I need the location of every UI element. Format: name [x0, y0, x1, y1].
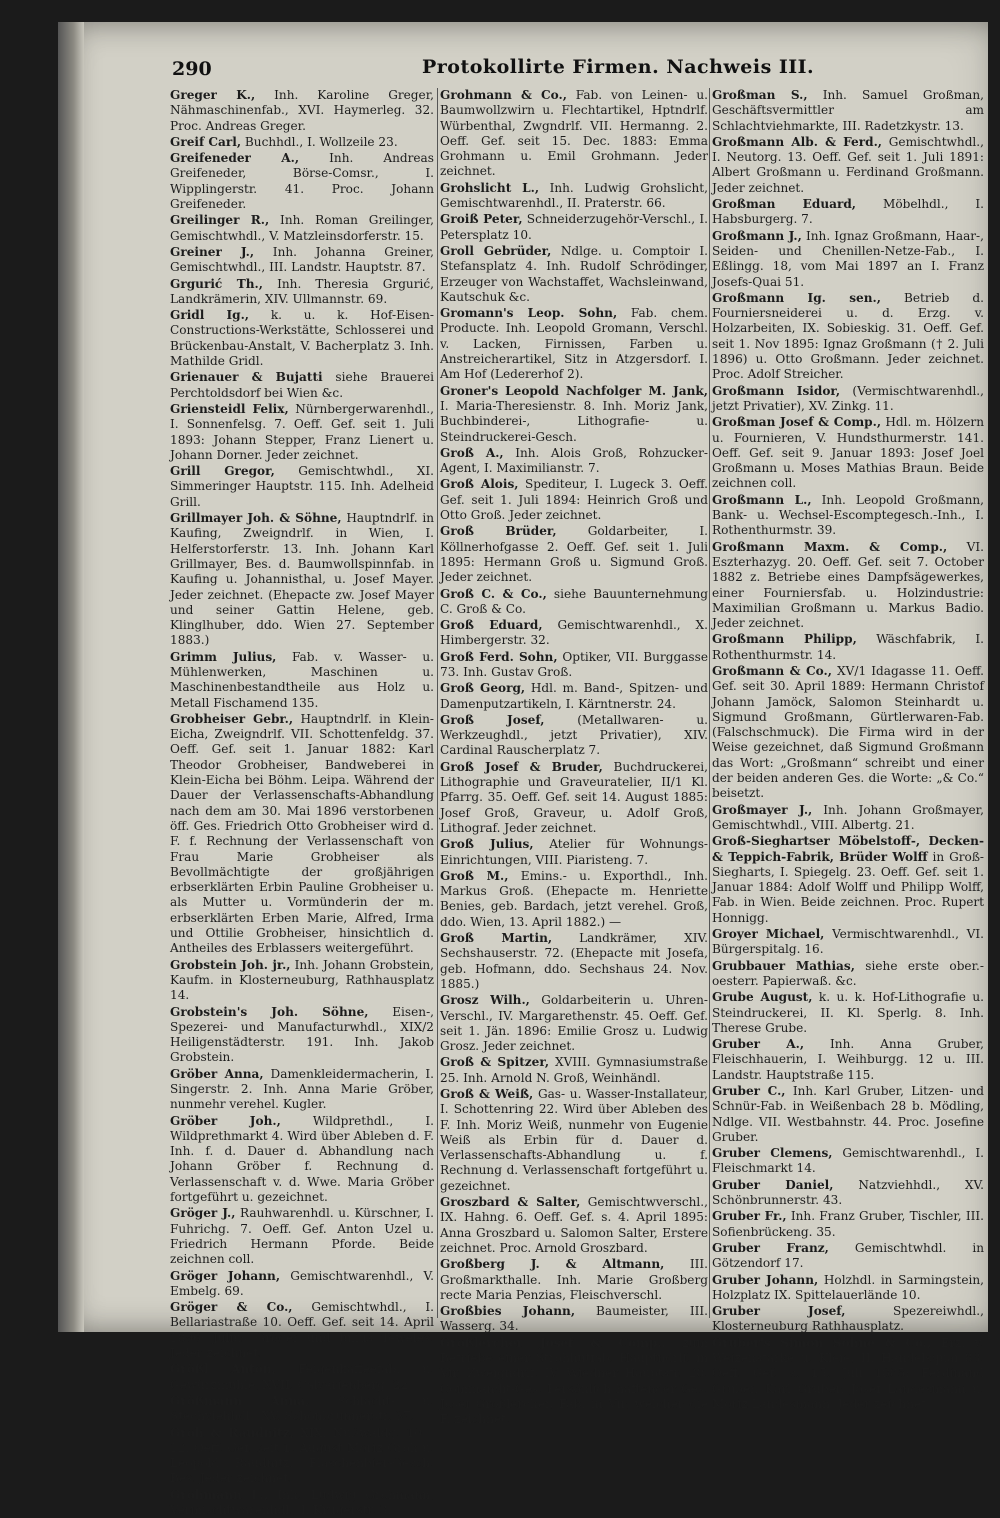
firm-details: Gemischtwhdl., I. Bellariastraße 10. Oeff. Gef. seit 14. April 1896: Julius Gröger und Julius Teweles. Jeder zeichnet. — [170, 1300, 434, 1361]
firm-name: Grobstein's Joh. Söhne, — [170, 1004, 369, 1019]
firm-name: Gröger & Co., — [170, 1300, 293, 1315]
directory-entry — [440, 650, 708, 681]
firm-name: Griensteidl Felix, — [170, 401, 289, 416]
firm-name: Grienauer & Bujatti — [170, 370, 323, 385]
firm-name: Groß M., — [440, 868, 509, 883]
directory-entry — [170, 402, 434, 463]
directory-entry — [440, 1195, 708, 1256]
directory-entry — [440, 618, 708, 649]
firm-details: Inh. Ludwig Grohslicht, Gemischtwarenhdl., II. Praterstr. 66. — [440, 180, 708, 211]
directory-entry — [440, 931, 708, 992]
firm-details: Inh. Johann Grobstein, Kaufm. in Klosterneuburg, Rathhausplatz 14. — [170, 957, 434, 1003]
directory-entry — [440, 869, 708, 930]
directory-entry — [440, 212, 708, 243]
firm-details: Vermischtwarenhdl., VI. Bürgerspitalg. 16. — [712, 927, 984, 957]
firm-details: Eisen-, Spezerei- und Manufacturwhdl., XIX/2 Heiligenstädterstr. 191. Inh. Jakob Grobstein. — [170, 1004, 434, 1065]
firm-name: Gromann's Leop. Sohn, — [440, 306, 618, 321]
firm-details: Inh. Franz Gruber, Tischler, III. Sofienbrückeng. 35. — [712, 1209, 984, 1239]
firm-details: Gemischtwarenhdl., X. Himbergerstr. 32. — [440, 618, 708, 648]
firm-name: Groszbard & Salter, — [440, 1195, 581, 1210]
directory-entry — [440, 1055, 708, 1086]
directory-entry — [712, 664, 984, 802]
directory-entry — [440, 524, 708, 585]
firm-details: Baumeister, III. Wasserg. 34. — [440, 1304, 708, 1334]
firm-details: k. u. k. Hof-Eisen-Constructions-Werkstätte, Schlosserei und Brückenbau-Anstalt, V. Bacherplatz 3. Inh. Mathilde Gridl. — [170, 308, 435, 369]
firm-details: Atelier für Wohnungs-Einrichtungen, VIII. Piaristeng. 7. — [440, 837, 708, 867]
directory-entry — [440, 713, 708, 759]
firm-details: Emins.- u. Exporthdl., Inh. Markus Groß. (Ehepacte m. Henriette Benies, geb. Bardach, jetzt verehel. Groß, ddo. Wien, 13. April 1882.) — — [440, 868, 708, 929]
firm-details: Gemischtwhdl. in Götzendorf 17. — [712, 1240, 984, 1271]
firm-details: Feigenkaffeefab. u. Gewürzmühle, XVII. Calvarienberg. 22. — [170, 1362, 435, 1392]
directory-entry — [440, 181, 708, 212]
firm-name: Groyer Michael, — [712, 927, 825, 942]
directory-entry — [440, 1304, 708, 1335]
directory-entry — [170, 1206, 434, 1267]
directory-entry — [440, 993, 708, 1054]
firm-name: Groß A., — [440, 445, 504, 460]
firm-name: Großmann Maxm. & Comp., — [712, 539, 948, 554]
firm-details: Inh. Leopold Großmann, Bank- u. Wechsel-Escomptegesch.-Inh., I. Rothenthurmstr. 39. — [712, 492, 984, 538]
firm-name: Großman S., — [712, 88, 808, 102]
firm-name: Grimm Julius, — [170, 649, 277, 664]
directory-entry — [440, 244, 708, 305]
firm-details: Hdl. m. Hölzern u. Fournieren, V. Hundsthurmerstr. 141. Oeff. Gef. seit 9. Januar 1893: Josef Joel Großmann u. Moses Mathias Braun. Beide zeichnen coll. — [712, 415, 984, 491]
firm-details: Inh. Roman Greilinger, Gemischtwhdl., V. Matzleinsdorferstr. 15. — [170, 213, 434, 243]
directory-entry — [712, 1304, 984, 1335]
firm-details: Inh. Ludwig Grohmann, Vermischtwarenhdl., I. Krugerstr. 3. — [170, 1487, 434, 1518]
firm-name: Größmann Anna, — [170, 1393, 310, 1408]
firm-details: Nürnbergerwarenhdl., I. Sonnenfelsg. 7. Oeff. Gef. seit 1. Juli 1893: Johann Stepper, Franz Lienert u. Johann Dorner. Jeder zeichnet. — [170, 401, 434, 462]
firm-name: Gruber's Simon Söhne & Co., — [712, 1335, 932, 1350]
firm-details: Fab. chem. Producte. Inh. Leopold Gromann, Verschl. v. Lacken, Firnissen, Farben u. Anstreicherartikel, Sitz in Atzgersdorf. I. Am Hof (Ledererhof 2). — [440, 306, 708, 382]
directory-entry — [712, 229, 984, 290]
firm-details: Gemischtwarenhdl., V. Embelg. 69. — [170, 1268, 434, 1298]
firm-name: Groß Brüder, — [440, 524, 557, 539]
firm-details: Inh. Ignaz Großmann, Haar-, Seiden- und Chenillen-Netze-Fab., I. Eßlingg. 18, vom Mai 1897 an I. Franz Josefs-Quai 51. — [712, 228, 984, 289]
directory-entry — [712, 493, 984, 539]
directory-entry — [170, 135, 434, 150]
firm-details: Damenkleidermacherin, I. Singerstr. 2. Inh. Anna Marie Gröber, nunmehr verehel. Kugler. — [170, 1066, 434, 1112]
column-divider — [437, 88, 438, 1318]
directory-entry — [712, 1336, 984, 1412]
firm-name: Gridl Ig., — [170, 308, 250, 323]
page-number: 290 — [172, 58, 212, 80]
firm-details: Inh. Andreas Greifeneder, Börse-Comsr., I. Wipplingerstr. 41. Proc. Johann Greifeneder. — [170, 151, 434, 212]
firm-name: Grohmann & Co., — [440, 88, 567, 102]
firm-details: Betrieb d. Fourniersneiderei u. d. Erzg. v. Holzarbeiten, IX. Sobieskig. 31. Oeff. Gef. seit 1. Nov 1895: Ignaz Großmann († 2. Juli 1896) u. Otto Großmann. Jeder zeichnet. Proc. Adolf Streicher. — [712, 290, 984, 382]
firm-name: Grosz Wilh., — [440, 993, 530, 1008]
firm-details: Fab. von Leinen- u. Baumwollzwirn u. Flechtartikel, Hptndrlf. Würbenthal, Zwgndrlf. VII. Hermanng. 2. Oeff. Gef. seit 15. Dec. 1883: Emma Grohmann u. Emil Grohmann. Jeder zeichnet. — [440, 88, 708, 179]
firm-name: Gruber C., — [712, 1084, 786, 1098]
firm-name: Grgurić Th., — [170, 276, 263, 291]
firm-details: XV/1 Idagasse 11. Oeff. Gef. seit 30. April 1889: Hermann Christof Johann Jamöck, Salomon Steinhardt u. Sigmund Großmann, Gürtlerwaren-Fab. (Falschschmuck). Die Firma wird in der Weise gezeichnet, daß Sigmund Großmann das Wort: „Großmann“ schreibt und einer der beiden anderen Ges. die Worte: „& Co.“ beisetzt. — [712, 663, 984, 801]
firm-name: Grill Gregor, — [170, 464, 275, 479]
column-divider — [709, 88, 710, 1318]
firm-details: Inh. Johann Großmayer, Gemischtwhdl., VIII. Albertg. 21. — [712, 802, 984, 832]
directory-entry — [170, 712, 434, 957]
firm-name: Greifeneder A., — [170, 151, 300, 166]
firm-name: Groß Eduard, — [440, 618, 543, 633]
firm-details: Ndlge. u. Comptoir I. Stefansplatz 4. Inh. Rudolf Schrödinger, Erzeuger von Wachstaffet, Wachsleinwand, Kautschuk &c. — [440, 243, 708, 304]
directory-entry — [170, 245, 434, 276]
firm-name: Großmann Philipp, — [712, 632, 857, 647]
directory-entry — [170, 1488, 434, 1518]
firm-details: Inh. Karl Gruber, Litzen- und Schnür-Fab. in Weißenbach 28 b. Mödling, Ndlge. VII. Westbahnstr. 44. Proc. Josefine Gruber. — [712, 1084, 984, 1144]
directory-entry — [712, 1209, 984, 1240]
directory-entry — [170, 308, 434, 369]
page-header — [172, 52, 962, 92]
firm-details: Rauhwarenhdl. u. Kürschner, I. Fuhrichg. 7. Oeff. Gef. Anton Uzel u. Friedrich Hermann Pforde. Beide zeichnen coll. — [170, 1206, 434, 1267]
firm-name: Greiner J., — [170, 244, 255, 259]
directory-entry — [170, 213, 434, 244]
firm-details: Inh. Samuel Großman, Geschäftsvermittler am Schlachtviehmarkte, III. Radetzkystr. 13. — [712, 88, 984, 133]
directory-entry — [712, 834, 984, 926]
firm-name: Gröber Anna, — [170, 1066, 264, 1081]
firm-details: XIX. Nußwaldg. 10—12. Oeff. Gef. seit 1. August Moriz Groh u. Leopold Raudnitz, Flaschenbier-Gesch. Bes. Jeder zeichnet. — [170, 1425, 434, 1486]
directory-entry — [440, 306, 708, 382]
directory-entry — [712, 540, 984, 632]
firm-name: Groh & Raudnitz, — [170, 1425, 294, 1440]
directory-entry — [170, 958, 434, 1004]
firm-details: Inh. Anna Gruber, Fleischhauerin, I. Weihburgg. 12 u. III. Landstr. Hauptstraße 115. — [712, 1037, 984, 1082]
firm-name: Gruber Josef, — [712, 1304, 846, 1319]
firm-details: Fab. v. Wasser- u. Mühlenwerken, Maschinen u. Maschinenbestandtheile aus Holz u. Metall Fischamend 135. — [170, 649, 434, 710]
firm-details: Holzhdl. in Sarmingstein, Holzplatz IX. Spittelauerlände 10. — [712, 1272, 984, 1302]
column-2 — [440, 88, 709, 1427]
directory-entry — [170, 1005, 434, 1066]
page-binding-shadow — [58, 22, 84, 1332]
firm-name: Grubbauer Mathias, — [712, 958, 855, 973]
firm-details: Wildprethdl., I. Wildprethmarkt 4. Wird über Ableben d. F. Inh. f. d. Dauer d. Abhandlung nach Johann Gröber f. Rechnung d. Verlassenschaft v. d. Wwe. Maria Gröber fortgeführt u. gezeichnet. — [170, 1113, 434, 1205]
directory-entry — [712, 197, 984, 228]
firm-name: Greger K., — [170, 88, 256, 102]
directory-entry — [170, 464, 434, 510]
firm-details: Buchhdl., I. Wollzeile 23. — [244, 134, 398, 149]
directory-entry — [440, 587, 708, 618]
firm-details: Inh. Alois Groß, Rohzucker-Agent, I. Maximilianstr. 7. — [440, 445, 708, 476]
directory-entry — [170, 1269, 434, 1300]
firm-details: XVIII. Gymnasiumstraße 25. Inh. Arnold N. Groß, Weinhändl. — [440, 1055, 708, 1085]
firm-name: Gruber Johann, — [712, 1272, 819, 1287]
firm-details: Gemischtwverschl., IX. Hahng. 6. Oeff. Gef. s. 4. April 1895: Anna Groszbard u. Salomon Salter, Erstere zeichnet. Proc. Arnold Groszbard. — [440, 1195, 708, 1255]
firm-details: Goldarbeiterin u. Uhren-Verschl., IV. Margarethenstr. 45. Oeff. Gef. seit 1. Jän. 1896: Emilie Grosz u. Ludwig Grosz. Jeder zeichnet. — [440, 993, 708, 1054]
directory-entry — [712, 990, 984, 1036]
directory-entry — [440, 681, 708, 712]
firm-details: Erz. v. Weizenstärke u. Kleie, II. Handelsquai 88. Oeff. Gef. s. 15. Juli 1885: Ferdinand Gruber, Karl Gruber, Josef Landesmann u. Moriz Landesmann. Jeder zeichnet. — [712, 1335, 984, 1411]
firm-name: Groß & Weiß, — [440, 1087, 534, 1101]
directory-entry — [170, 1394, 434, 1425]
directory-entry — [712, 88, 984, 134]
firm-name: Großbies Johann, — [440, 1304, 576, 1319]
firm-details: Inh. Johanna Greiner, Gemischtwhdl., III. Landstr. Hauptstr. 87. — [170, 244, 434, 275]
firm-name: Groß Ferd. Sohn, — [440, 649, 558, 664]
firm-details: Wäschfabrik, I. Rothenthurmstr. 14. — [712, 632, 984, 662]
firm-name: Gruber Fr., — [712, 1209, 787, 1224]
firm-details: Schneiderzugehör-Verschl., I. Petersplatz 10. — [440, 212, 708, 242]
firm-details: siehe erste ober.-oesterr. Papierwaß. &c. — [712, 958, 984, 988]
firm-details: Natzviehhdl., XV. Schönbrunnerstr. 43. — [712, 1177, 984, 1208]
directory-entry — [712, 632, 984, 663]
firm-name: Groll Gebrüder, — [440, 243, 552, 258]
firm-name: Gruber Daniel, — [712, 1177, 834, 1192]
firm-name: Gröber Joh., — [170, 1113, 281, 1128]
firm-name: Grillmayer Joh. & Söhne, — [170, 511, 342, 526]
firm-name: Groß-Sieghartser Möbelstoff-, Decken- & Teppich-Fabrik, Brüder Wolff — [712, 834, 984, 864]
directory-entry — [440, 477, 708, 523]
firm-details: Hdl. m. Band-, Spitzen- und Damenputzartikeln, I. Kärntnerstr. 24. — [440, 681, 708, 711]
directory-entry — [712, 959, 984, 990]
firm-name: Gruber Clemens, — [712, 1146, 833, 1161]
directory-entry — [440, 837, 708, 868]
firm-details: (Metallwaren- u. Werkzeughdl., jetzt Privatier), XIV. Cardinal Rauscherplatz 7. — [440, 712, 708, 758]
firm-details: in Groß-Siegharts, I. Spiegelg. 23. Oeff. Gef. seit 1. Januar 1884: Adolf Wolff und Philipp Wolff, Fab. in Wien. Beide zeichnen. Proc. Rupert Honnigg. — [712, 849, 984, 925]
firm-name: Gröger Johann, — [170, 1268, 281, 1283]
directory-entry — [712, 415, 984, 491]
firm-details: Goldarbeiter, I. Köllnerhofgasse 2. Oeff. Gef. seit 1. Juli 1895: Hermann Groß u. Sigmund Groß. Jeder zeichnet. — [440, 524, 708, 585]
directory-entry — [712, 291, 984, 383]
firm-details: Spezereiwhdl., Klosterneuburg Rathhausplatz. — [712, 1304, 984, 1334]
firm-name: Groß Georg, — [440, 681, 526, 696]
firm-details: Hauptndrlf. in Klein-Eicha, Zweigndrlf. VII. Schottenfeldg. 37. Oeff. Gef. seit 1. Januar 1882: Karl Theodor Grobheiser, Bandweberei in Klein-Eicha bei Böhm. Leipa. Während der Dauer der Verlassenschafts-Abhandlung nach dem am 30. Mai 1896 verstorbenen öff. Ges. Friedrich Otto Grobheiser wird d. F. f. Rechnung der Verlassenschaft von Frau Marie Grobheiser als Bevollmächtigte der großjährigen erbserklärten Erbin Pauline Grobheiser u. als Mutter u. Vormünderin der m. erbserklärten Erben Marie, Alfred, Irma und Ottilie Grobheiser, hinsichtlich d. Antheiles des Erblassers weitergeführt. — [170, 711, 434, 956]
directory-entry — [170, 650, 434, 711]
directory-entry — [712, 927, 984, 958]
firm-name: Groß Josef, — [440, 712, 545, 727]
directory-entry — [170, 151, 434, 212]
firm-name: Grohslicht L., — [440, 180, 540, 195]
firm-details: zum Betriebe einer Strohhutfab. Hauptndrlf. in Vir, Zweigndrlf. IV. Wiedner Hauptstr. 20. Commandit-Ges. Persönlich haftender Ges. Josef Großlercher, Fab. in Vir, welcher die F. zeichnet. — [440, 1335, 708, 1427]
firm-details: siehe Brauerei Perchtoldsdorf bei Wien &c. — [170, 370, 434, 400]
firm-details: Gemischtwarenhdl., I. Fleischmarkt 14. — [712, 1146, 984, 1176]
firm-details: I. Maria-Theresienstr. 8. Inh. Moriz Jank, Buchbinderei-, Lithografie- u. Steindruckerei-Gesch. — [440, 398, 708, 444]
directory-entry — [170, 1067, 434, 1113]
firm-name: Greif Carl, — [170, 134, 242, 149]
firm-name: Grobheiser Gebr., — [170, 711, 294, 726]
firm-name: Großlercher Josef & Comp., — [440, 1335, 666, 1350]
directory-entry — [712, 1037, 984, 1083]
firm-details: (Vermischtwarenhdl., jetzt Privatier), XV. Zinkg. 11. — [712, 383, 984, 413]
firm-name: Groiß Peter, — [440, 212, 523, 227]
directory-entry — [440, 1257, 708, 1303]
firm-name: Grobstein Joh. jr., — [170, 957, 291, 972]
firm-details: Inh. Theresia Grgurić, Landkrämerin, XIV. Ullmannstr. 69. — [170, 276, 434, 306]
directory-entry — [712, 1084, 984, 1145]
directory-entry — [170, 511, 434, 649]
firm-details: siehe Bauunternehmung C. Groß & Co. — [440, 586, 708, 616]
firm-name: Groner's Leopold Nachfolger M. Jank, — [440, 383, 708, 398]
directory-entry — [712, 1178, 984, 1209]
firm-name: Grube August, — [712, 990, 813, 1005]
directory-entry — [440, 760, 708, 836]
firm-name: Großmann & Co., — [712, 663, 832, 678]
firm-name: Groß & Spitzer, — [440, 1055, 550, 1070]
firm-details: Buchdruckerei, Lithographie und Graveuratelier, II/1 Kl. Pfarrg. 35. Oeff. Gef. seit 14. August 1885: Josef Groß, Graveur, u. Adolf Groß, Lithograf. Jeder zeichnet. — [440, 759, 708, 835]
firm-name: Gröger J., — [170, 1206, 236, 1221]
firm-details: Gas- u. Wasser-Installateur, I. Schottenring 22. Wird über Ableben des F. Inh. Moriz Weiß, nunmehr von Eugenie Weiß als Erbin für d. Dauer d. Verlassenschafts-Abhandlung u. f. Rechnung d. Verlassenschaft fortgeführt u. gezeichnet. — [440, 1087, 709, 1193]
firm-name: Groß C. & Co., — [440, 586, 547, 601]
directory-entry — [170, 277, 434, 308]
directory-entry — [170, 1114, 434, 1206]
directory-entry — [712, 1241, 984, 1272]
firm-details: VI. Eszterhazyg. 20. Oeff. Gef. seit 7. October 1882 z. Betriebe eines Dampfsägewerkes, einer Fourniersfab. u. Holzindustrie: Maximilian Großmann u. Markus Badio. Jeder zeichnet. — [712, 539, 984, 631]
firm-name: Großmann Ig. sen., — [712, 290, 881, 305]
directory-entry — [440, 88, 708, 180]
firm-name: Großman Josef & Comp., — [712, 415, 882, 430]
firm-details: Schlacht- u. Stechviehhdl., XV. Schönbrunnerstr. 37. — [170, 1393, 434, 1424]
directory-entry — [712, 384, 984, 415]
directory-entry — [170, 88, 434, 134]
firm-details: Optiker, VII. Burggasse 73. Inh. Gustav Groß. — [440, 649, 708, 679]
column-1 — [170, 88, 435, 1518]
running-title: Protokollirte Firmen. Nachweis III. — [422, 56, 815, 78]
firm-name: Grohmann L., — [170, 1487, 269, 1502]
directory-entry — [170, 370, 434, 401]
directory-entry — [712, 135, 984, 196]
firm-name: Gruber Franz, — [712, 1240, 829, 1255]
directory-entry — [440, 1336, 708, 1428]
column-3 — [712, 88, 984, 1411]
firm-details: Landkrämer, XIV. Sechshauserstr. 72. (Ehepacte mit Josefa, geb. Hofmann, ddo. Sechshaus 24. Nov. 1885.) — [440, 931, 708, 991]
directory-entry — [440, 384, 708, 445]
firm-details: Möbelhdl., I. Habsburgerg. 7. — [712, 197, 984, 227]
firm-name: Greilinger R., — [170, 213, 270, 228]
firm-name: Groß Julius, — [440, 837, 534, 852]
directory-entry — [170, 1300, 434, 1361]
directory-entry — [440, 446, 708, 477]
firm-details: III. Großmarkthalle. Inh. Marie Großberg recte Maria Penzias, Fleischverschl. — [440, 1257, 708, 1302]
firm-name: Großmann Isidor, — [712, 383, 841, 398]
directory-entry — [712, 1146, 984, 1177]
firm-name: Gruber A., — [712, 1037, 805, 1052]
directory-entry — [712, 803, 984, 834]
firm-name: Groß Josef & Bruder, — [440, 759, 603, 774]
firm-name: Großman Eduard, — [712, 197, 857, 212]
firm-details: k. u. k. Hof-Lithografie u. Steindruckerei, II. Kl. Sperlg. 8. Inh. Therese Grube. — [712, 990, 984, 1035]
firm-name: Großmann Alb. & Ferd., — [712, 134, 882, 149]
firm-name: Groß Martin, — [440, 931, 553, 946]
directory-entry — [170, 1426, 434, 1487]
firm-name: Großberg J. & Altmann, — [440, 1257, 665, 1272]
firm-name: Großmann J., — [712, 228, 802, 243]
firm-name: Großmann L., — [712, 492, 812, 507]
firm-details: Inh. Karoline Greger, Nähmaschinenfab., XVI. Haymerleg. 32. Proc. Andreas Greger. — [170, 88, 434, 133]
firm-details: Gemischtwhdl., XI. Simmeringer Hauptstr. 115. Inh. Adelheid Grill. — [170, 464, 434, 509]
directory-entry — [712, 1273, 984, 1304]
directory-entry — [170, 1362, 434, 1393]
directory-entry — [440, 1087, 708, 1194]
firm-details: Spediteur, I. Lugeck 3. Oeff. Gef. seit 1. Juli 1894: Heinrich Groß und Otto Groß. Jeder zeichnet. — [440, 477, 708, 523]
firm-name: Großmayer J., — [712, 802, 813, 817]
firm-details: Gemischtwhdl., I. Neutorg. 13. Oeff. Gef. seit 1. Juli 1891: Albert Großmann u. Ferdinand Großmann. Jeder zeichnet. — [712, 134, 984, 195]
firm-name: Groß Alois, — [440, 477, 519, 492]
firm-name: Größl Anton, — [170, 1362, 276, 1377]
firm-details: Hauptndrlf. in Kaufing, Zweigndrlf. in Wien, I. Helferstorferstr. 13. Inh. Johann Karl Grillmayer, Bes. d. Baumwollspinnfab. in Kaufing u. Johannisthal, u. Josef Mayer. Jeder zeichnet. (Ehepacte zw. Josef Mayer und seiner Gattin Helene, geb. Klinglhuber, ddo. Wien 27. September 1883.) — [170, 511, 434, 648]
